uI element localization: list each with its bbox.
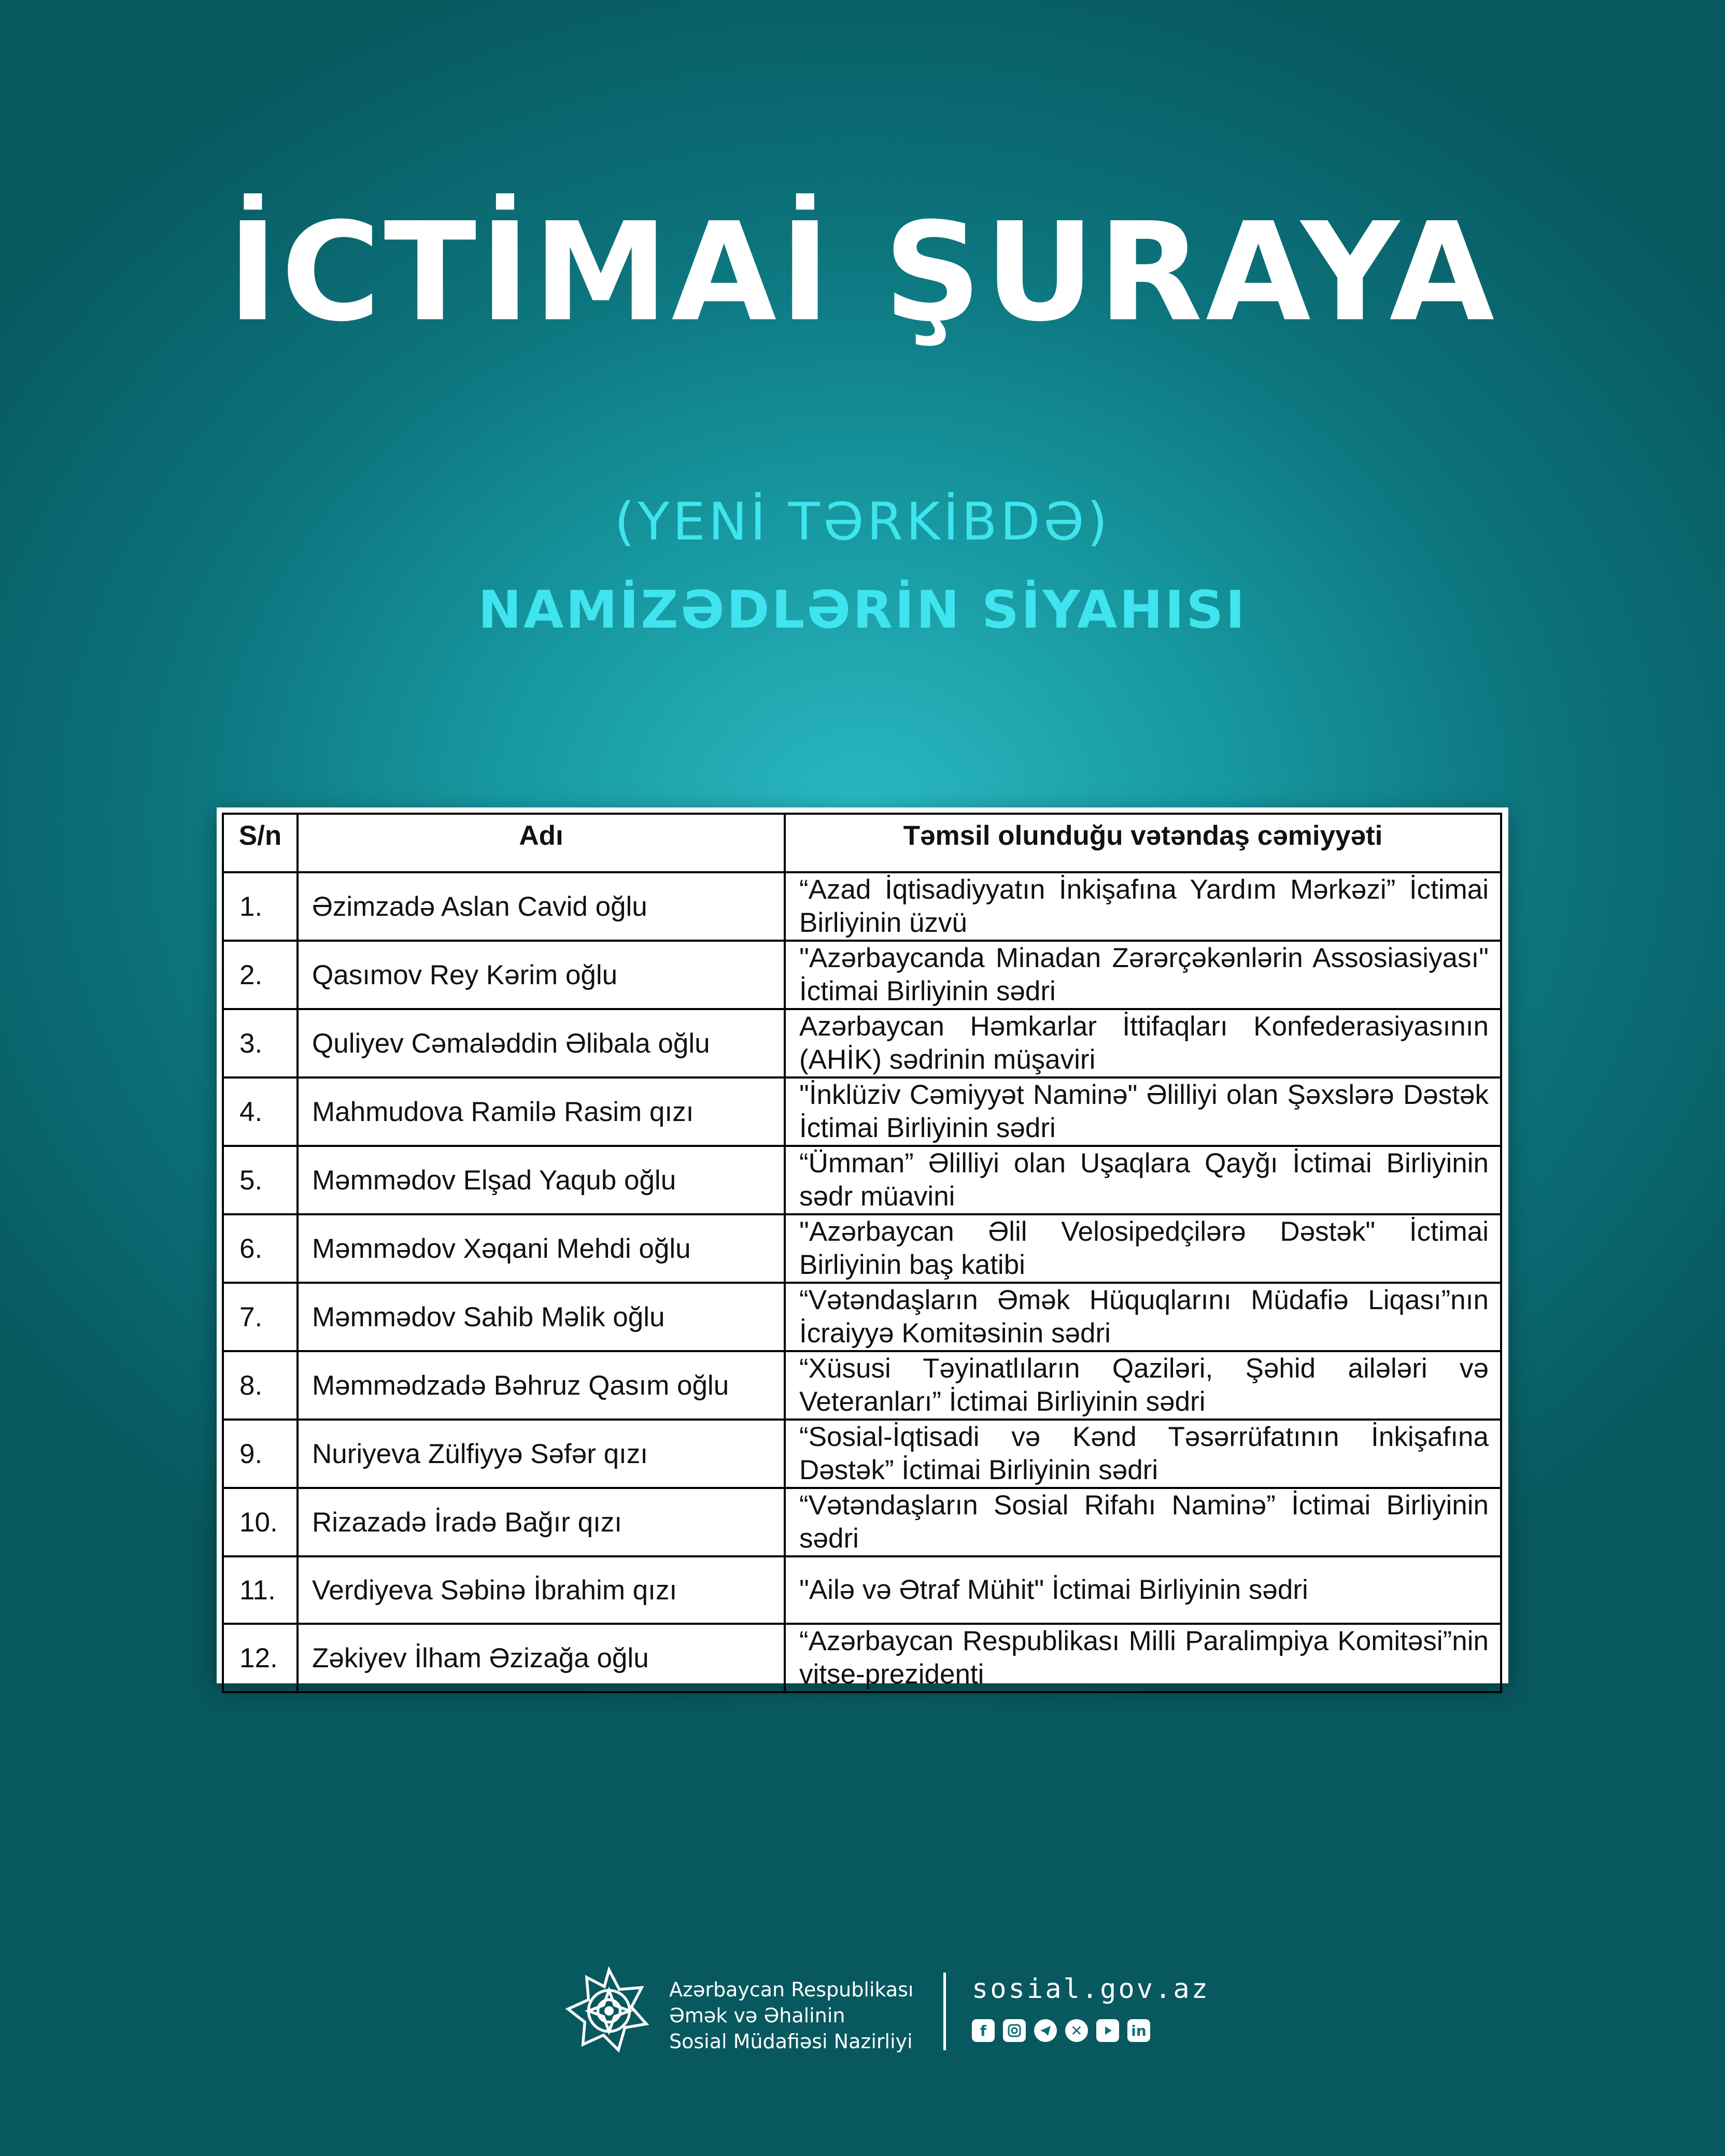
ministry-name [669,1977,913,2054]
candidate-name: Verdiyeva Səbinə İbrahim qızı [298,1556,785,1624]
row-number: 3. [223,1009,298,1077]
candidate-name: Mahmudova Ramilə Rasim qızı [298,1077,785,1146]
candidate-organization: “Azərbaycan Respublikası Milli Paralimpiya Komitəsi”nin vitse-prezidenti [785,1624,1501,1692]
row-number: 11. [223,1556,298,1624]
table-row [223,1556,1501,1624]
table-header-row [223,814,1501,872]
candidate-organization: "İnklüziv Cəmiyyət Naminə" Əlilliyi olan Şəxslərə Dəstək İctimai Birliyinin sədri [785,1077,1501,1146]
row-number: 12. [223,1624,298,1692]
table-row [223,941,1501,1009]
table-row [223,872,1501,941]
candidate-name: Qasımov Rey Kərim oğlu [298,941,785,1009]
telegram-icon[interactable] [1034,2019,1057,2042]
candidate-name: Məmmədov Elşad Yaqub oğlu [298,1146,785,1214]
candidate-name: Məmmədov Xəqani Mehdi oğlu [298,1214,785,1283]
row-number: 6. [223,1214,298,1283]
candidate-organization: "Ailə və Ətraf Mühit" İctimai Birliyinin sədri [785,1556,1501,1624]
row-number: 4. [223,1077,298,1146]
page-title: İCTİMAİ ŞURAYA [227,193,1498,351]
row-number: 5. [223,1146,298,1214]
column-header-sn: S/n [223,814,298,872]
candidate-organization: “Vətəndaşların Sosial Rifahı Naminə” İctimai Birliyinin sədri [785,1488,1501,1556]
column-header-organization: Təmsil olunduğu vətəndaş cəmiyyəti [785,814,1501,872]
row-number: 7. [223,1283,298,1351]
subtitle-composition: (YENİ TƏRKİBDƏ) [614,491,1111,552]
candidate-organization: “Azad İqtisadiyyatın İnkişafına Yardım Mərkəzi” İctimai Birliyinin üzvü [785,872,1501,941]
row-number: 9. [223,1420,298,1488]
candidate-organization: “Ümman” Əlilliyi olan Uşaqlara Qayğı İctimai Birliyinin sədr müavini [785,1146,1501,1214]
table-row [223,1351,1501,1420]
ministry-name-line1: Azərbaycan Respublikası [669,1978,914,2001]
youtube-icon[interactable] [1096,2019,1119,2042]
linkedin-icon[interactable]: in [1127,2019,1150,2042]
subtitle-candidates-list: NAMİZƏDLƏRİN SİYAHISI [478,579,1247,640]
candidate-name: Əzimzadə Aslan Cavid oğlu [298,872,785,941]
table-row [223,1488,1501,1556]
candidate-organization: “Xüsusi Təyinatlıların Qaziləri, Şəhid ailələri və Veteranları” İctimai Birliyinin sədri [785,1351,1501,1420]
row-number: 8. [223,1351,298,1420]
row-number: 1. [223,872,298,941]
candidates-table [222,813,1502,1693]
footer [562,1964,1210,2058]
candidate-name: Zəkiyev İlham Əzizağa oğlu [298,1624,785,1692]
table-row [223,1009,1501,1077]
table-row [223,1077,1501,1146]
row-number: 2. [223,941,298,1009]
facebook-icon[interactable]: f [972,2019,995,2042]
social-links [972,2019,1150,2042]
candidate-name: Quliyev Cəmaləddin Əlibala oğlu [298,1009,785,1077]
candidate-organization: “Sosial-İqtisadi və Kənd Təsərrüfatının İnkişafına Dəstək” İctimai Birliyinin sədri [785,1420,1501,1488]
row-number: 10. [223,1488,298,1556]
candidate-organization: "Azərbaycan Əlil Velosipedçilərə Dəstək" İctimai Birliyinin baş katibi [785,1214,1501,1283]
website-link[interactable]: sosial.gov.az [972,1974,1210,2005]
candidate-name: Məmmədov Sahib Məlik oğlu [298,1283,785,1351]
candidate-organization: Azərbaycan Həmkarlar İttifaqları Konfederasiyasının (AHİK) sədrinin müşaviri [785,1009,1501,1077]
x-icon[interactable]: ✕ [1065,2019,1088,2042]
column-header-name: Adı [298,814,785,872]
table-row [223,1146,1501,1214]
table-row [223,1420,1501,1488]
instagram-icon[interactable] [1003,2019,1026,2042]
ministry-name-line3: Sosial Müdafiəsi Nazirliyi [669,2030,913,2053]
candidates-table-card [217,807,1508,1690]
footer-divider [943,1973,946,2050]
ministry-emblem-icon [562,1964,656,2058]
ministry-name-line2: Əmək və Əhalinin [669,2004,845,2027]
candidate-name: Rizazadə İradə Bağır qızı [298,1488,785,1556]
table-row [223,1283,1501,1351]
table-row [223,1214,1501,1283]
table-row [223,1624,1501,1692]
candidate-name: Məmmədzadə Bəhruz Qasım oğlu [298,1351,785,1420]
candidate-organization: "Azərbaycanda Minadan Zərərçəkənlərin Assosiasiyası" İctimai Birliyinin sədri [785,941,1501,1009]
candidate-name: Nuriyeva Zülfiyyə Səfər qızı [298,1420,785,1488]
candidate-organization: “Vətəndaşların Əmək Hüquqlarını Müdafiə Liqası”nın İcraiyyə Komitəsinin sədri [785,1283,1501,1351]
